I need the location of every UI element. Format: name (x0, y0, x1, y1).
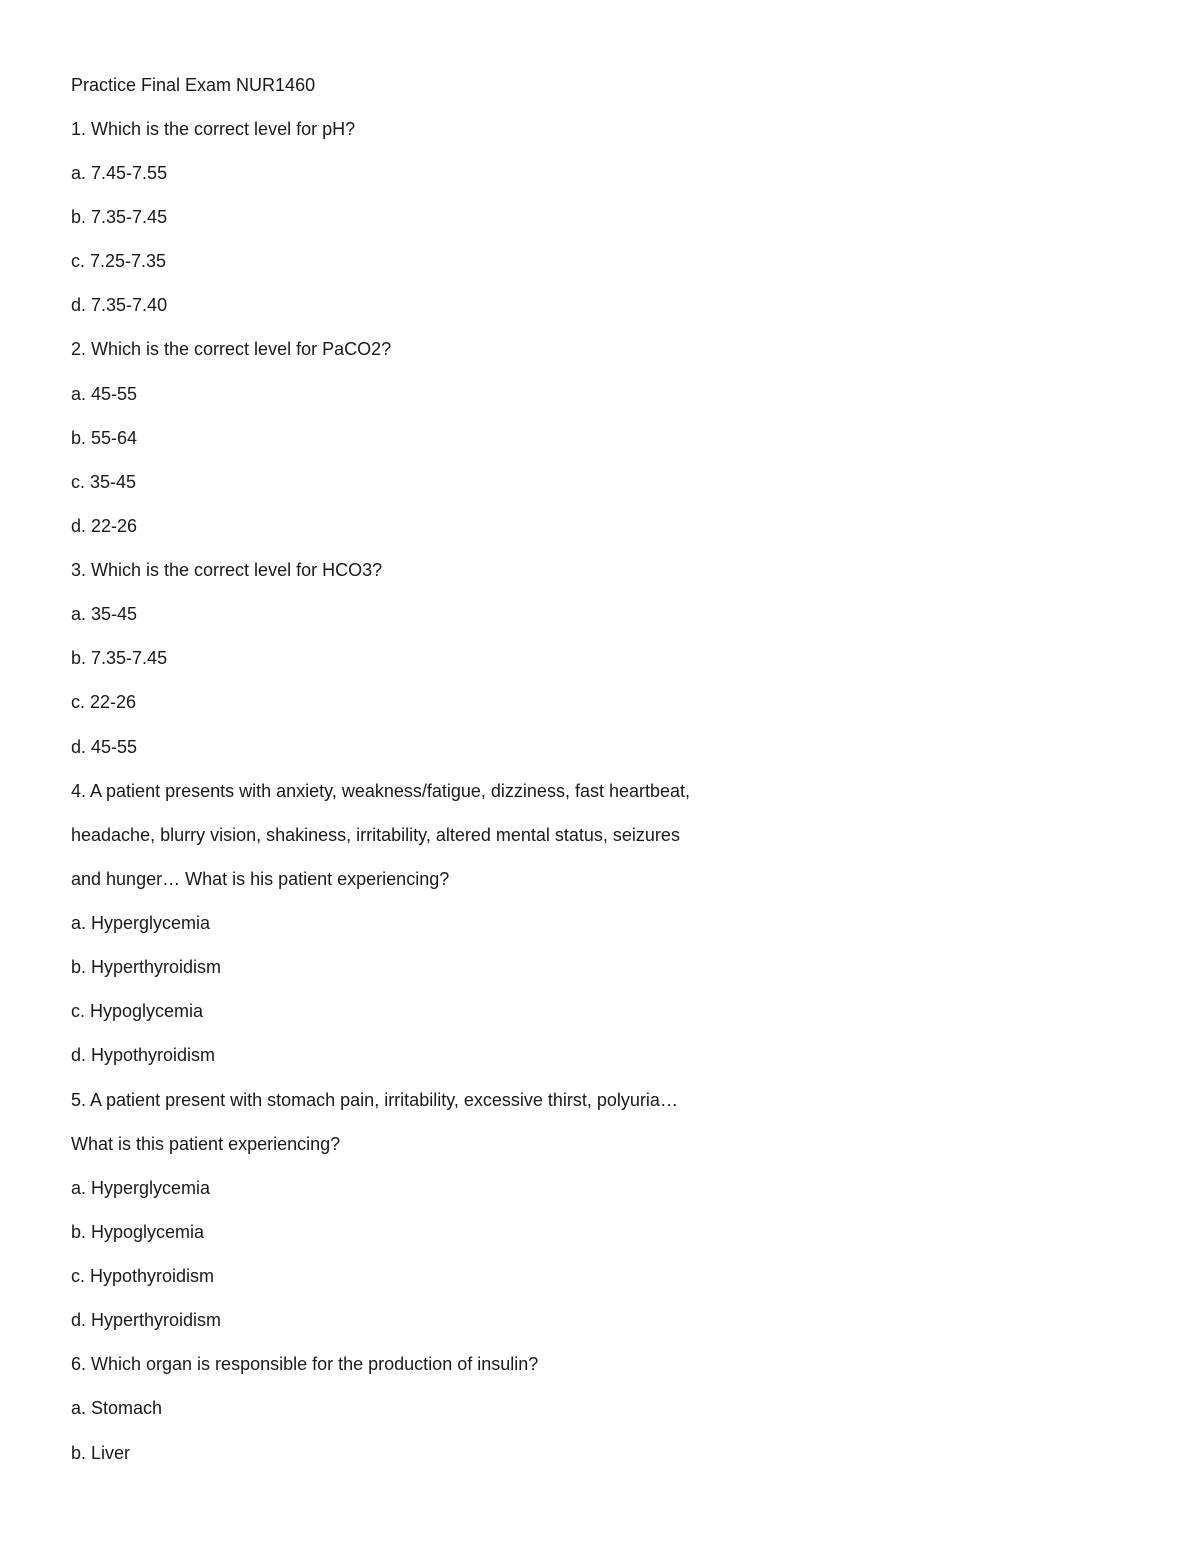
question-2-option-b: b. 55-64 (71, 428, 138, 448)
question-3-option-c: c. 22-26 (71, 692, 137, 712)
question-2-prompt: 2. Which is the correct level for PaCO2? (71, 339, 392, 359)
question-5-option-d: d. Hyperthyroidism (71, 1310, 222, 1330)
question-1-option-b: b. 7.35-7.45 (71, 207, 168, 227)
question-4-option-c: c. Hypoglycemia (71, 1001, 204, 1021)
question-5-option-a: a. Hyperglycemia (71, 1178, 211, 1198)
question-1-option-d: d. 7.35-7.40 (71, 295, 168, 315)
question-5-option-c: c. Hypothyroidism (71, 1266, 215, 1286)
question-4-option-b: b. Hyperthyroidism (71, 957, 222, 977)
question-4-prompt-line-2: headache, blurry vision, shakiness, irritability, altered mental status, seizures (71, 825, 680, 845)
question-6-option-b: b. Liver (71, 1443, 131, 1463)
question-2-option-d: d. 22-26 (71, 516, 138, 536)
question-6-prompt: 6. Which organ is responsible for the production of insulin? (71, 1354, 539, 1374)
question-2-option-a: a. 45-55 (71, 384, 138, 404)
question-4-option-a: a. Hyperglycemia (71, 913, 211, 933)
question-1-prompt: 1. Which is the correct level for pH? (71, 119, 356, 139)
question-5-prompt-line-1: 5. A patient present with stomach pain, irritability, excessive thirst, polyuria… (71, 1090, 678, 1110)
question-4-option-d: d. Hypothyroidism (71, 1045, 216, 1065)
page-title: Practice Final Exam NUR1460 (71, 75, 316, 95)
question-1-option-c: c. 7.25-7.35 (71, 251, 167, 271)
question-3-option-d: d. 45-55 (71, 737, 138, 757)
question-3-prompt: 3. Which is the correct level for HCO3? (71, 560, 383, 580)
question-5-prompt-line-2: What is this patient experiencing? (71, 1134, 341, 1154)
question-6-option-a: a. Stomach (71, 1398, 163, 1418)
question-1-option-a: a. 7.45-7.55 (71, 163, 168, 183)
question-4-prompt-line-1: 4. A patient presents with anxiety, weakness/fatigue, dizziness, fast heartbeat, (71, 781, 691, 801)
question-3-option-b: b. 7.35-7.45 (71, 648, 168, 668)
question-5-option-b: b. Hypoglycemia (71, 1222, 205, 1242)
question-2-option-c: c. 35-45 (71, 472, 137, 492)
question-4-prompt-line-3: and hunger… What is his patient experiencing? (71, 869, 450, 889)
question-3-option-a: a. 35-45 (71, 604, 138, 624)
